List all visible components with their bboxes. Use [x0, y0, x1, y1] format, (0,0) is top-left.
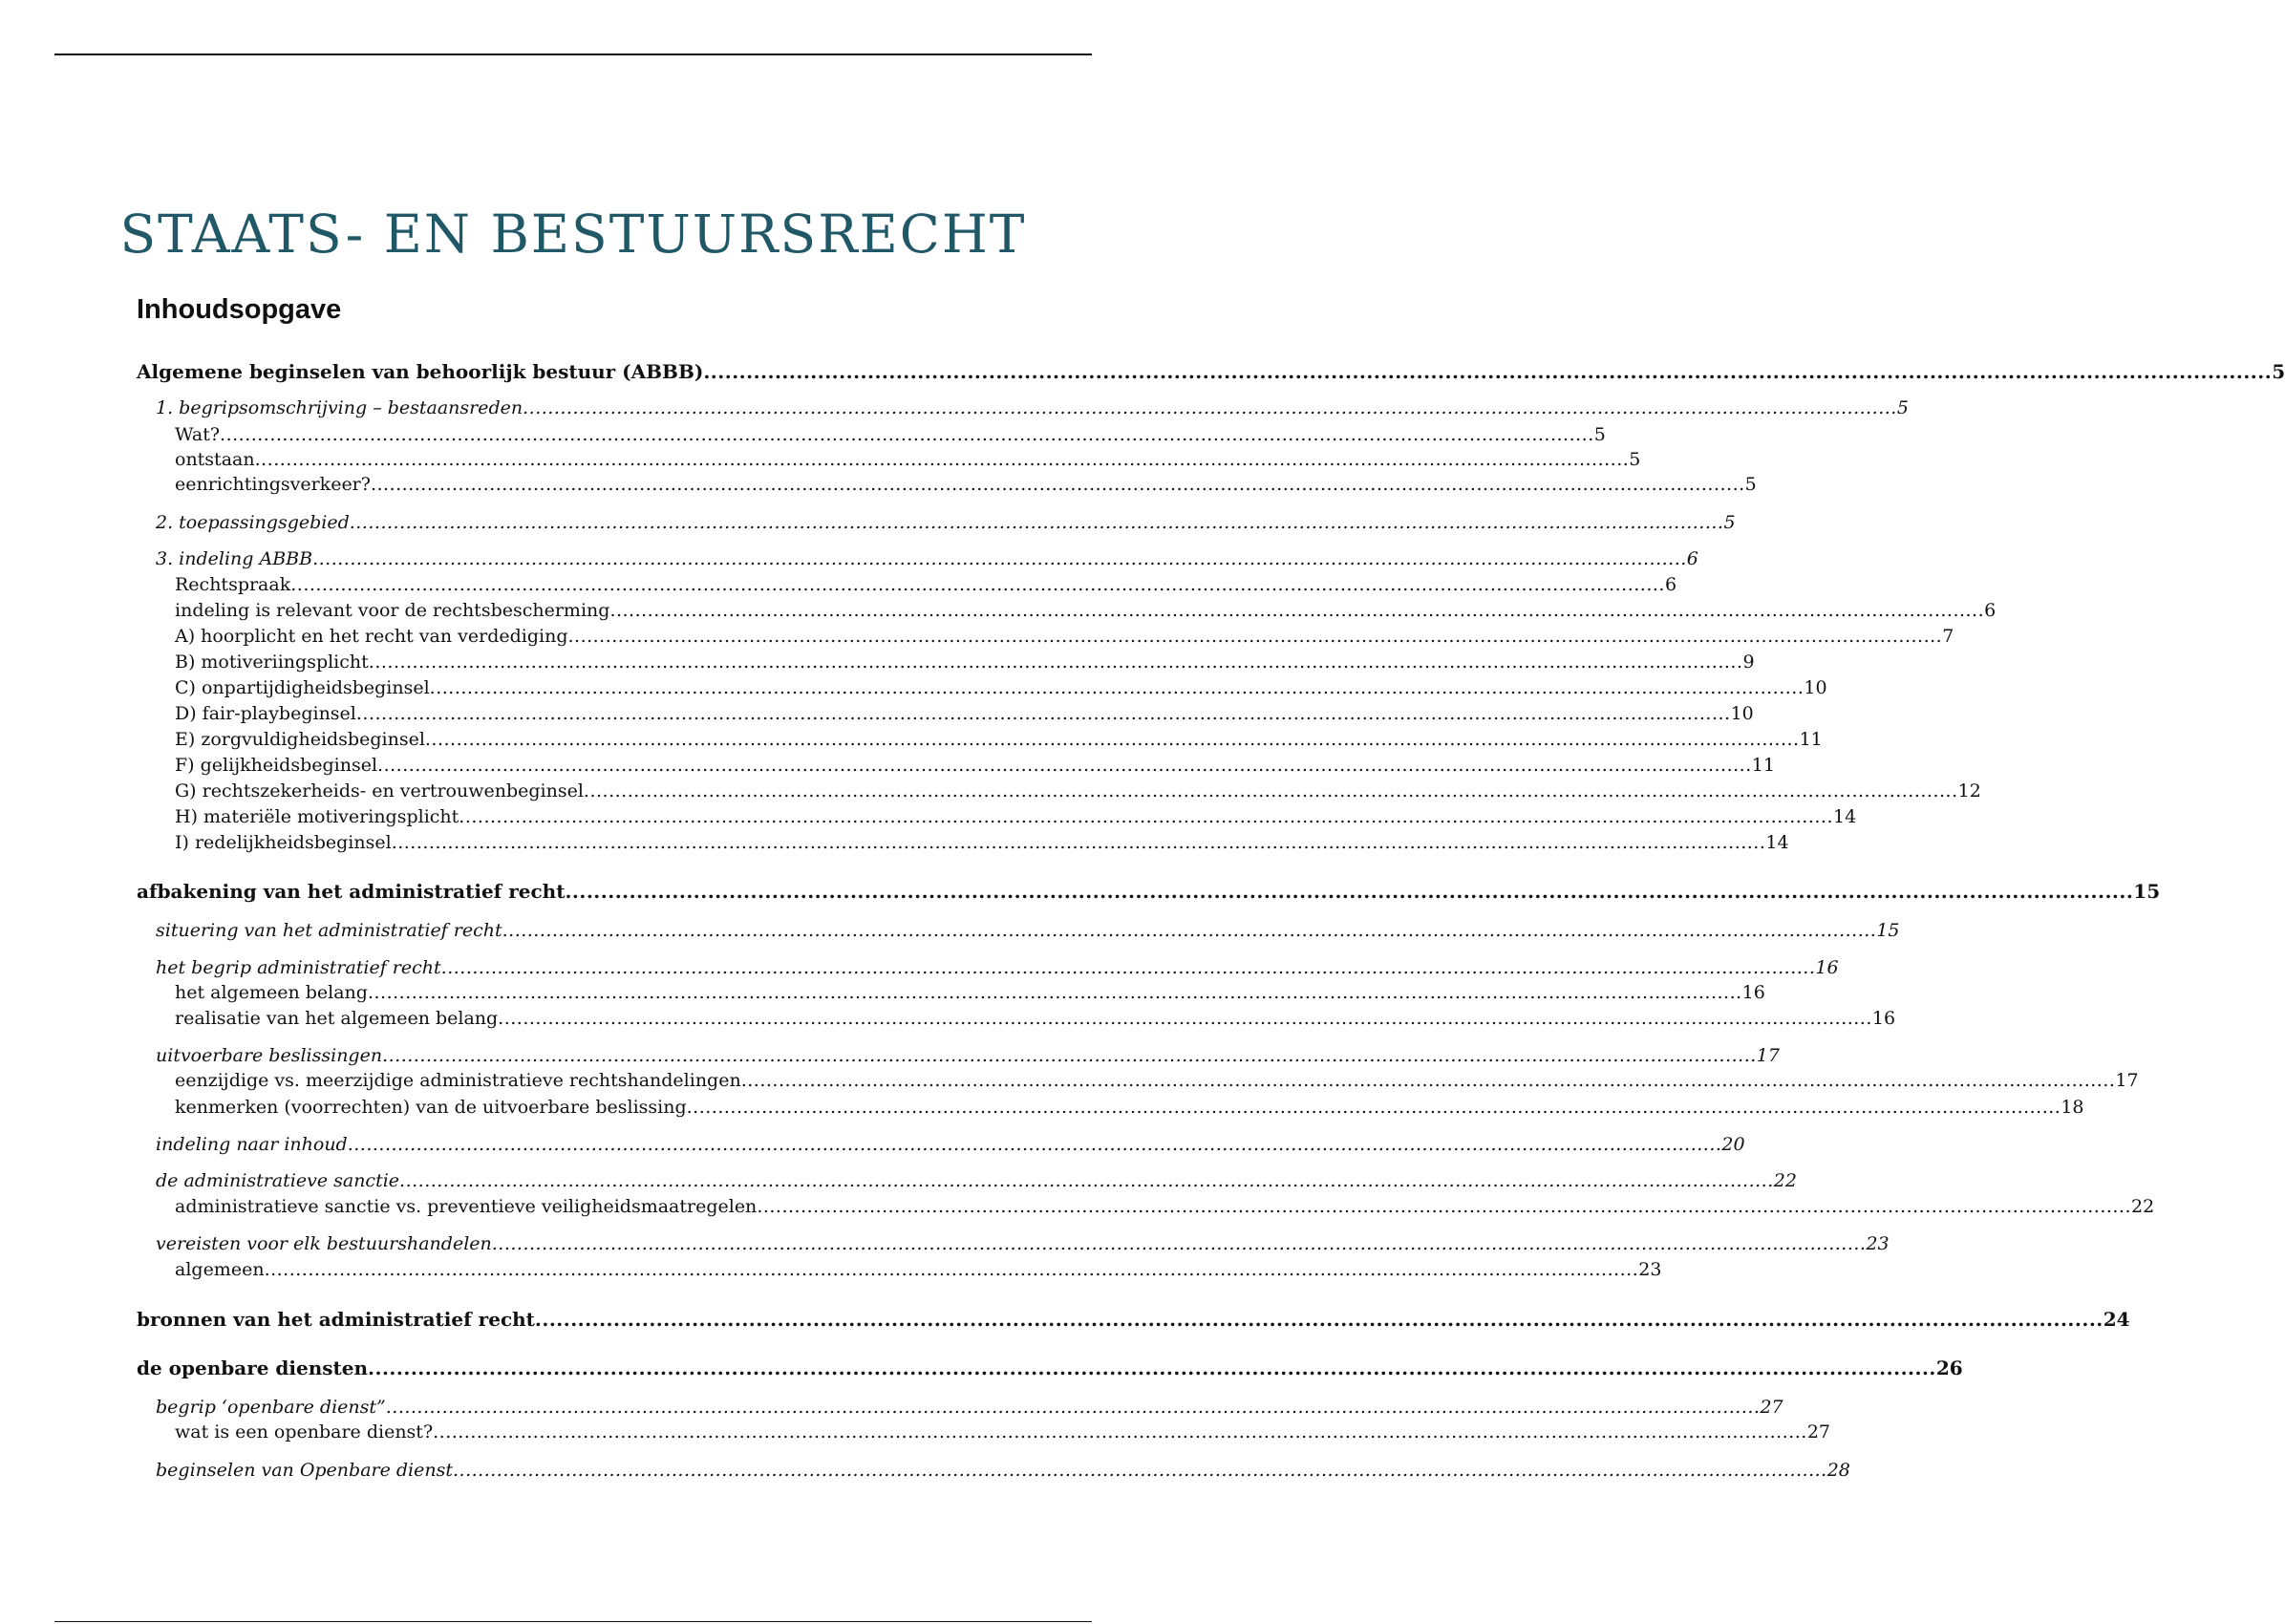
toc-leader: ............................................................................................................................................................................................................................ [385, 1397, 1761, 1418]
toc-leader: ............................................................................................................................................................................................................................ [399, 1170, 1774, 1191]
toc-leader: ............................................................................................................................................................................................................................ [491, 1233, 1867, 1254]
toc-leader: ............................................................................................................................................................................................................................ [355, 703, 1731, 724]
toc-entry[interactable] [156, 1043, 1780, 1068]
toc-leader: ............................................................................................................................................................................................................................ [347, 1134, 1722, 1155]
toc-entry[interactable] [175, 572, 1677, 597]
toc-entry[interactable] [175, 1068, 2139, 1093]
toc-leader: ............................................................................................................................................................................................................................ [740, 1070, 2116, 1091]
toc-entry[interactable] [175, 727, 1823, 752]
toc-entry-text: wat is een openbare dienst? [175, 1421, 434, 1442]
toc-entry-page: 23 [1866, 1233, 1890, 1254]
toc-leader: ............................................................................................................................................................................................................................ [370, 474, 1745, 495]
toc-leader: ............................................................................................................................................................................................................................ [534, 1308, 2103, 1331]
toc-entry[interactable] [175, 624, 1954, 649]
toc-entry-page: 5 [1896, 397, 1909, 418]
toc-entry-text: B) motiveriingsplicht [175, 652, 369, 673]
toc-entry-text: Wat? [175, 424, 221, 445]
toc-entry-text: het algemeen belang [175, 982, 368, 1003]
toc-entry-text: H) materiële motiveringsplicht [175, 806, 459, 827]
toc-leader: ............................................................................................................................................................................................................................ [565, 880, 2134, 903]
toc-entry-text: E) zorgvuldigheidsbeginsel [175, 729, 425, 750]
toc-leader: ............................................................................................................................................................................................................................ [424, 729, 1800, 750]
toc-leader: ............................................................................................................................................................................................................................ [382, 1045, 1757, 1066]
toc-entry[interactable] [156, 955, 1839, 980]
toc-entry-page: 20 [1721, 1134, 1745, 1155]
toc-entry[interactable] [156, 918, 1900, 943]
toc-leader: ............................................................................................................................................................................................................................ [453, 1460, 1827, 1481]
toc-leader: ............................................................................................................................................................................................................................ [686, 1097, 2061, 1118]
toc-entry-page: 22 [1773, 1170, 1797, 1191]
toc-entry-text: F) gelijkheidsbeginsel [175, 755, 378, 776]
toc-entry-page: 11 [1751, 755, 1775, 776]
toc-entry-text: 2. toepassingsgebied [156, 512, 350, 533]
toc-entry-text: uitvoerbare beslissingen [156, 1045, 383, 1066]
toc-entry[interactable] [175, 422, 1606, 447]
toc-entry[interactable] [175, 598, 1997, 623]
toc-entry-page: 16 [1871, 1008, 1896, 1029]
toc-entry-page: 27 [1806, 1421, 1831, 1442]
toc-entry-page: 5 [1593, 424, 1606, 445]
toc-leader: ............................................................................................................................................................................................................................ [391, 832, 1766, 853]
toc-entry[interactable] [175, 1006, 1896, 1031]
toc-leader: ............................................................................................................................................................................................................................ [290, 574, 1665, 595]
toc-leader: ............................................................................................................................................................................................................................ [757, 1196, 2132, 1217]
toc-entry-text: beginselen van Openbare dienst [156, 1460, 453, 1481]
toc-entry-text: eenrichtingsverkeer? [175, 474, 371, 495]
toc-entry-page: 28 [1826, 1460, 1850, 1481]
toc-entry-text: vereisten voor elk bestuurshandelen [156, 1233, 492, 1254]
toc-leader: ............................................................................................................................................................................................................................ [498, 1008, 1872, 1029]
toc-leader: ............................................................................................................................................................................................................................ [368, 652, 1743, 673]
toc-entry[interactable] [156, 1132, 1745, 1157]
footer-rule [54, 1621, 1092, 1622]
toc-entry-text: administratieve sanctie vs. preventieve veiligheidsmaatregelen [175, 1196, 758, 1217]
toc-entry-page: 18 [2061, 1097, 2084, 1118]
toc-entry-text: 1. begripsomschrijving – bestaansreden [156, 397, 523, 418]
toc-entry-text: D) fair-playbeginsel [175, 703, 356, 724]
toc-entry-page: 5 [1723, 512, 1736, 533]
toc-entry-page: 27 [1760, 1397, 1783, 1418]
toc-entry-page: 6 [1686, 548, 1698, 569]
toc-heading: Inhoudsopgave [137, 294, 342, 325]
toc-entry-text: A) hoorplicht en het recht van verdediging [175, 626, 568, 647]
toc-leader: ............................................................................................................................................................................................................................ [429, 677, 1805, 698]
toc-entry[interactable] [175, 830, 1789, 855]
toc-entry-page: 23 [1638, 1259, 1662, 1280]
toc-entry[interactable] [137, 1307, 2130, 1332]
toc-entry-page: 16 [1741, 982, 1765, 1003]
toc-entry-page: 15 [2133, 880, 2161, 903]
toc-entry[interactable] [175, 1257, 1662, 1282]
toc-entry-text: de administratieve sanctie [156, 1170, 400, 1191]
toc-leader: ............................................................................................................................................................................................................................ [367, 982, 1742, 1003]
toc-leader: ............................................................................................................................................................................................................................ [220, 424, 1594, 445]
toc-entry-page: 7 [1942, 626, 1954, 647]
toc-entry-text: indeling is relevant voor de rechtsbescherming [175, 600, 610, 621]
toc-entry[interactable] [175, 701, 1754, 726]
toc-entry-page: 5 [2272, 360, 2285, 383]
toc-entry[interactable] [175, 753, 1775, 778]
toc-entry[interactable] [175, 447, 1641, 472]
toc-leader: ............................................................................................................................................................................................................................ [703, 360, 2273, 383]
toc-entry-page: 10 [1804, 677, 1827, 698]
toc-leader: ............................................................................................................................................................................................................................ [523, 397, 1897, 418]
toc-entry-page: 14 [1833, 806, 1857, 827]
toc-entry[interactable] [175, 1420, 1831, 1444]
toc-leader: ............................................................................................................................................................................................................................ [312, 548, 1687, 569]
toc-entry-text: bronnen van het administratief recht [137, 1308, 535, 1331]
toc-entry-page: 11 [1799, 729, 1823, 750]
toc-entry-page: 14 [1765, 832, 1789, 853]
toc-entry-text: de openbare diensten [137, 1357, 369, 1379]
toc-leader: ............................................................................................................................................................................................................................ [254, 449, 1630, 470]
toc-leader: ............................................................................................................................................................................................................................ [609, 600, 1985, 621]
toc-leader: ............................................................................................................................................................................................................................ [349, 512, 1724, 533]
toc-entry-page: 24 [2103, 1308, 2130, 1331]
toc-leader: ............................................................................................................................................................................................................................ [567, 626, 1943, 647]
toc-entry-page: 26 [1935, 1357, 1963, 1379]
toc-entry[interactable] [156, 1168, 1797, 1193]
toc-entry-text: 3. indeling ABBB [156, 548, 313, 569]
toc-entry[interactable] [156, 395, 1909, 420]
toc-entry-page: 16 [1815, 957, 1839, 978]
toc-entry-text: Algemene beginselen van behoorlijk bestuur (ABBB) [137, 360, 704, 383]
toc-entry[interactable] [137, 1356, 1963, 1380]
toc-entry-text: indeling naar inhoud [156, 1134, 348, 1155]
toc-entry-text: Rechtspraak [175, 574, 291, 595]
toc-entry-page: 9 [1742, 652, 1755, 673]
toc-entry-page: 15 [1876, 920, 1900, 941]
toc-entry[interactable] [156, 1231, 1890, 1256]
document-title: STAATS- EN BESTUURSRECHT [119, 203, 1027, 265]
toc-entry[interactable] [175, 804, 1857, 829]
toc-entry[interactable] [137, 359, 2285, 384]
toc-entry-page: 22 [2131, 1196, 2155, 1217]
toc-entry-page: 6 [1664, 574, 1677, 595]
toc-entry-page: 10 [1730, 703, 1754, 724]
toc-entry-text: ontstaan [175, 449, 255, 470]
toc-entry-page: 6 [1984, 600, 1997, 621]
toc-entry-text: kenmerken (voorrechten) van de uitvoerbare beslissing [175, 1097, 687, 1118]
toc-entry[interactable] [156, 1458, 1850, 1483]
toc-entry-text: begrip ‘openbare dienst” [156, 1397, 386, 1418]
toc-entry-page: 5 [1629, 449, 1641, 470]
toc-leader: ............................................................................................................................................................................................................................ [377, 755, 1752, 776]
toc-entry[interactable] [175, 675, 1827, 700]
toc-entry-text: afbakening van het administratief recht [137, 880, 566, 903]
toc-entry-page: 17 [2115, 1070, 2139, 1091]
toc-entry-text: realisatie van het algemeen belang [175, 1008, 499, 1029]
toc-entry-text: I) redelijkheidsbeginsel [175, 832, 392, 853]
toc-entry[interactable] [156, 1395, 1783, 1420]
toc-entry-text: G) rechtszekerheids- en vertrouwenbeginsel [175, 780, 584, 801]
toc-entry-text: algemeen [175, 1259, 265, 1280]
toc-entry-text: C) onpartijdigheidsbeginsel [175, 677, 430, 698]
toc-entry-page: 12 [1957, 780, 1981, 801]
toc-entry[interactable] [137, 879, 2161, 904]
toc-leader: ............................................................................................................................................................................................................................ [264, 1259, 1639, 1280]
toc-leader: ............................................................................................................................................................................................................................ [440, 957, 1816, 978]
toc-entry-page: 5 [1744, 474, 1757, 495]
toc-entry[interactable] [156, 546, 1698, 571]
toc-entry[interactable] [175, 1194, 2155, 1219]
toc-entry[interactable] [156, 510, 1736, 535]
toc-leader: ............................................................................................................................................................................................................................ [459, 806, 1833, 827]
toc-entry-text: eenzijdige vs. meerzijdige administratieve rechtshandelingen [175, 1070, 741, 1091]
toc-entry-text: situering van het administratief recht [156, 920, 502, 941]
toc-entry[interactable] [175, 1095, 2084, 1120]
header-rule [54, 53, 1092, 55]
toc-entry-text: het begrip administratief recht [156, 957, 441, 978]
toc-entry-page: 17 [1756, 1045, 1780, 1066]
toc-leader: ............................................................................................................................................................................................................................ [433, 1421, 1807, 1442]
toc-leader: ............................................................................................................................................................................................................................ [502, 920, 1877, 941]
toc-entry[interactable] [175, 472, 1757, 497]
toc-entry[interactable] [175, 779, 1981, 803]
toc-leader: ............................................................................................................................................................................................................................ [368, 1357, 1936, 1379]
toc-entry[interactable] [175, 650, 1755, 674]
toc-leader: ............................................................................................................................................................................................................................ [583, 780, 1958, 801]
toc-entry[interactable] [175, 980, 1765, 1005]
